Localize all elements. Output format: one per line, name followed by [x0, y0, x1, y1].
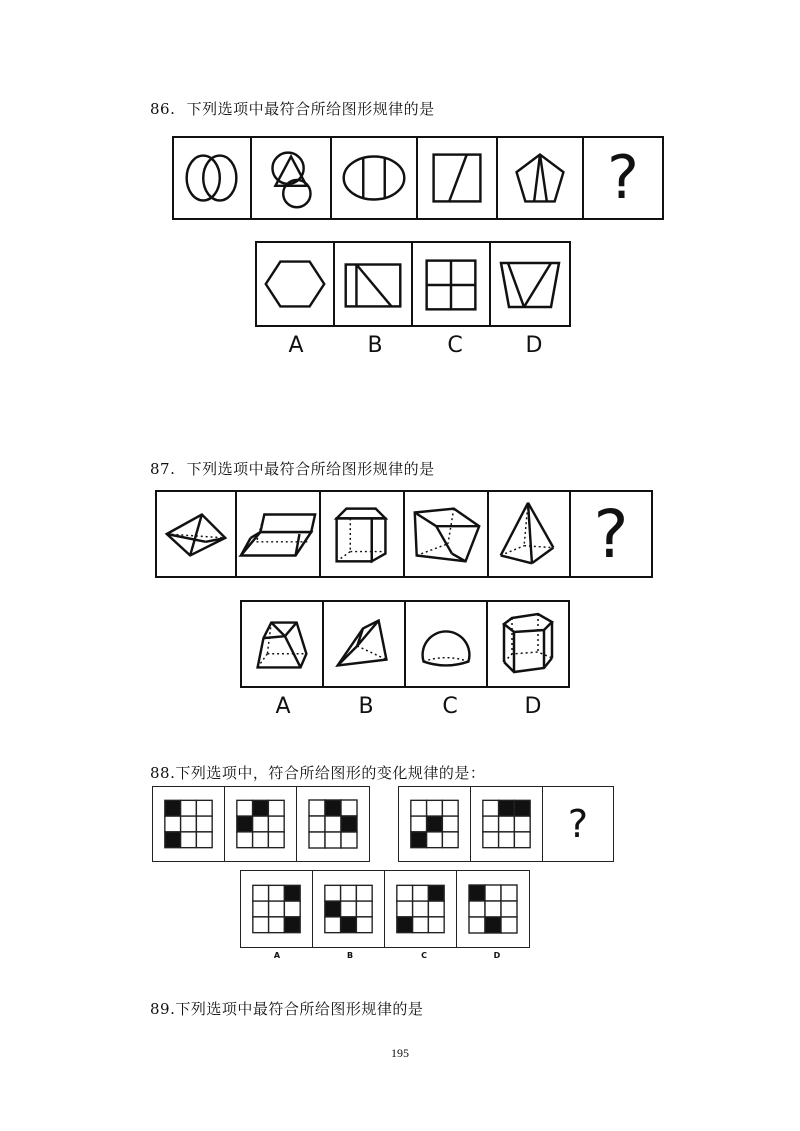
grid-cell-empty: [309, 816, 325, 832]
pentagon-lines-icon: [498, 138, 582, 218]
q88-figure-5: [471, 787, 543, 861]
grid-cell-filled: [165, 800, 181, 816]
grid-cell-empty: [411, 800, 427, 816]
option-label-b: B: [346, 951, 354, 960]
q87-figure-1: [157, 492, 237, 576]
grid-cell-empty: [442, 816, 458, 832]
trapezoid-triangle-icon: [491, 243, 569, 325]
grid-cell-empty: [325, 885, 341, 901]
q88-figure-4: [399, 787, 471, 861]
grid-cell-filled: [411, 832, 427, 848]
grid-cell-empty: [413, 901, 429, 917]
grid-cell-empty: [356, 901, 372, 917]
q87-figure-4: [405, 492, 489, 576]
grid-cell-empty: [501, 917, 517, 933]
grid-cell-empty: [268, 800, 284, 816]
question-text: 下列选项中最符合所给图形规律的是: [186, 100, 435, 118]
q87-unknown: [571, 492, 651, 576]
grid-cell-empty: [341, 800, 357, 816]
q86-unknown: [584, 138, 662, 218]
grid-cell-filled: [253, 800, 269, 816]
octahedron-icon: [157, 492, 235, 576]
prism-slab-icon: [237, 492, 319, 576]
option-label-c: C: [442, 694, 458, 719]
option-label-b: B: [358, 694, 374, 719]
q87-sequence-strip: [155, 490, 653, 578]
grid-cell-empty: [397, 901, 413, 917]
q87-figure-3: [321, 492, 405, 576]
question-number: 89.: [150, 1000, 176, 1018]
grid-cell-empty: [514, 832, 530, 848]
grid-cell-filled: [485, 917, 501, 933]
grid-pattern-icon: [399, 787, 470, 861]
grid-cell-filled: [325, 800, 341, 816]
square-cross-icon: [413, 243, 489, 325]
grid-cell-empty: [499, 816, 515, 832]
grid-cell-empty: [309, 832, 325, 848]
q87-figure-5: [489, 492, 571, 576]
grid-cell-empty: [356, 917, 372, 933]
grid-cell-empty: [253, 901, 269, 917]
grid-cell-filled: [397, 917, 413, 933]
q87-option-a[interactable]: [242, 602, 324, 686]
question-88-title: [150, 762, 485, 783]
question-text: 下列选项中最符合所给图形规律的是: [175, 1000, 424, 1018]
question-text: 下列选项中，符合所给图形的变化规律的是：: [175, 764, 486, 782]
question-number: 86.: [150, 100, 176, 118]
option-label-d: D: [493, 951, 501, 960]
ellipse-two-lines-icon: [332, 138, 416, 218]
question-mark: ?: [567, 802, 589, 846]
grid-cell-empty: [196, 816, 212, 832]
frustum-box-icon: [321, 492, 403, 576]
grid-cell-empty: [341, 885, 357, 901]
option-label-c: C: [447, 333, 463, 358]
grid-cell-empty: [485, 885, 501, 901]
question-text: 下列选项中最符合所给图形规律的是: [186, 460, 435, 478]
grid-cell-empty: [165, 816, 181, 832]
q86-figure-5: [498, 138, 584, 218]
grid-cell-empty: [253, 917, 269, 933]
grid-cell-empty: [181, 832, 197, 848]
two-overlapping-ellipses-icon: [174, 138, 250, 218]
question-mark: ?: [607, 143, 639, 213]
question-number: 88.: [150, 764, 176, 782]
grid-pattern-icon: [457, 871, 529, 947]
grid-cell-empty: [428, 901, 444, 917]
grid-pattern-icon: [225, 787, 296, 861]
q86-figure-4: [418, 138, 498, 218]
hexagon-icon: [257, 243, 333, 325]
q86-option-d[interactable]: [491, 243, 569, 325]
grid-cell-empty: [181, 800, 197, 816]
q88-figure-3: [297, 787, 369, 861]
grid-cell-empty: [284, 901, 300, 917]
sphere-cap-icon: [406, 602, 486, 686]
option-label-a: A: [288, 333, 304, 358]
grid-cell-filled: [428, 885, 444, 901]
q87-options-strip: [240, 600, 570, 688]
q87-option-c[interactable]: [406, 602, 488, 686]
grid-cell-filled: [165, 832, 181, 848]
grid-cell-filled: [499, 800, 515, 816]
grid-cell-empty: [237, 832, 253, 848]
option-label-a: A: [275, 694, 291, 719]
grid-cell-filled: [325, 901, 341, 917]
grid-cell-empty: [356, 885, 372, 901]
grid-cell-empty: [428, 917, 444, 933]
grid-cell-empty: [483, 816, 499, 832]
grid-pattern-icon: [471, 787, 542, 861]
grid-cell-empty: [469, 901, 485, 917]
question-89-title: [150, 998, 423, 1019]
hexagonal-prism-icon: [488, 602, 568, 686]
grid-cell-empty: [514, 816, 530, 832]
q88-option-c[interactable]: [385, 871, 457, 947]
grid-cell-empty: [253, 816, 269, 832]
grid-cell-empty: [196, 800, 212, 816]
option-label-a: A: [273, 951, 281, 960]
grid-cell-empty: [269, 917, 285, 933]
grid-cell-empty: [196, 832, 212, 848]
grid-cell-empty: [427, 832, 443, 848]
question-87-title: [150, 458, 435, 479]
q86-options-strip: [255, 241, 571, 327]
grid-cell-empty: [427, 800, 443, 816]
grid-cell-empty: [442, 800, 458, 816]
irregular-solid-icon: [405, 492, 487, 576]
grid-cell-empty: [483, 800, 499, 816]
q86-option-c[interactable]: [413, 243, 491, 325]
q88-options-strip: [240, 870, 530, 948]
q86-option-a[interactable]: [257, 243, 335, 325]
square-diagonal-icon: [418, 138, 496, 218]
grid-pattern-icon: [241, 871, 312, 947]
option-label-c: C: [421, 951, 427, 960]
q88-option-a[interactable]: [241, 871, 313, 947]
grid-cell-empty: [309, 800, 325, 816]
q86-option-b[interactable]: [335, 243, 413, 325]
grid-cell-empty: [485, 901, 501, 917]
grid-cell-empty: [413, 917, 429, 933]
grid-cell-filled: [284, 917, 300, 933]
grid-cell-empty: [501, 901, 517, 917]
grid-cell-empty: [269, 885, 285, 901]
q87-option-b[interactable]: [324, 602, 406, 686]
option-label-b: B: [367, 333, 383, 358]
q88-figure-1: [153, 787, 225, 861]
grid-cell-empty: [483, 832, 499, 848]
q87-option-labels: [242, 694, 574, 719]
grid-cell-empty: [413, 885, 429, 901]
grid-cell-filled: [341, 917, 357, 933]
grid-cell-empty: [325, 917, 341, 933]
grid-cell-empty: [268, 832, 284, 848]
grid-cell-empty: [501, 885, 517, 901]
grid-cell-filled: [469, 885, 485, 901]
grid-cell-filled: [514, 800, 530, 816]
pyramid-icon: [489, 492, 569, 576]
q86-sequence-strip: [172, 136, 664, 220]
q86-option-labels: [257, 333, 573, 358]
q88-figure-2: [225, 787, 297, 861]
question-number: 87.: [150, 460, 176, 478]
grid-cell-empty: [181, 816, 197, 832]
question-86-title: [150, 98, 435, 119]
grid-cell-empty: [442, 832, 458, 848]
grid-cell-empty: [499, 832, 515, 848]
grid-cell-filled: [341, 816, 357, 832]
grid-cell-empty: [411, 816, 427, 832]
q86-figure-3: [332, 138, 418, 218]
grid-cell-filled: [427, 816, 443, 832]
q88-unknown: [543, 787, 613, 861]
grid-cell-empty: [397, 885, 413, 901]
grid-cell-empty: [469, 917, 485, 933]
grid-cell-empty: [325, 832, 341, 848]
triangle-two-circles-icon: [252, 138, 330, 218]
q88-option-d[interactable]: [457, 871, 529, 947]
grid-cell-empty: [341, 901, 357, 917]
grid-pattern-icon: [153, 787, 224, 861]
page-number: 195: [391, 1046, 409, 1060]
grid-pattern-icon: [313, 871, 384, 947]
wedge-b-icon: [324, 602, 404, 686]
grid-cell-filled: [284, 885, 300, 901]
q87-figure-2: [237, 492, 321, 576]
grid-pattern-icon: [385, 871, 456, 947]
rectangle-diagonal-icon: [335, 243, 411, 325]
q86-figure-2: [252, 138, 332, 218]
grid-pattern-icon: [297, 787, 369, 861]
grid-cell-empty: [253, 832, 269, 848]
q86-figure-1: [174, 138, 252, 218]
option-label-d: D: [524, 694, 542, 719]
q87-option-d[interactable]: [488, 602, 568, 686]
grid-cell-empty: [269, 901, 285, 917]
q88-sequence-right: [398, 786, 614, 862]
q88-option-labels: [241, 951, 533, 960]
frustum-a-icon: [242, 602, 322, 686]
grid-cell-empty: [253, 885, 269, 901]
q88-option-b[interactable]: [313, 871, 385, 947]
q88-sequence-left: [152, 786, 370, 862]
question-mark: ?: [593, 495, 629, 573]
grid-cell-empty: [341, 832, 357, 848]
grid-cell-empty: [325, 816, 341, 832]
grid-cell-empty: [237, 800, 253, 816]
option-label-d: D: [525, 333, 543, 358]
grid-cell-filled: [237, 816, 253, 832]
grid-cell-empty: [268, 816, 284, 832]
